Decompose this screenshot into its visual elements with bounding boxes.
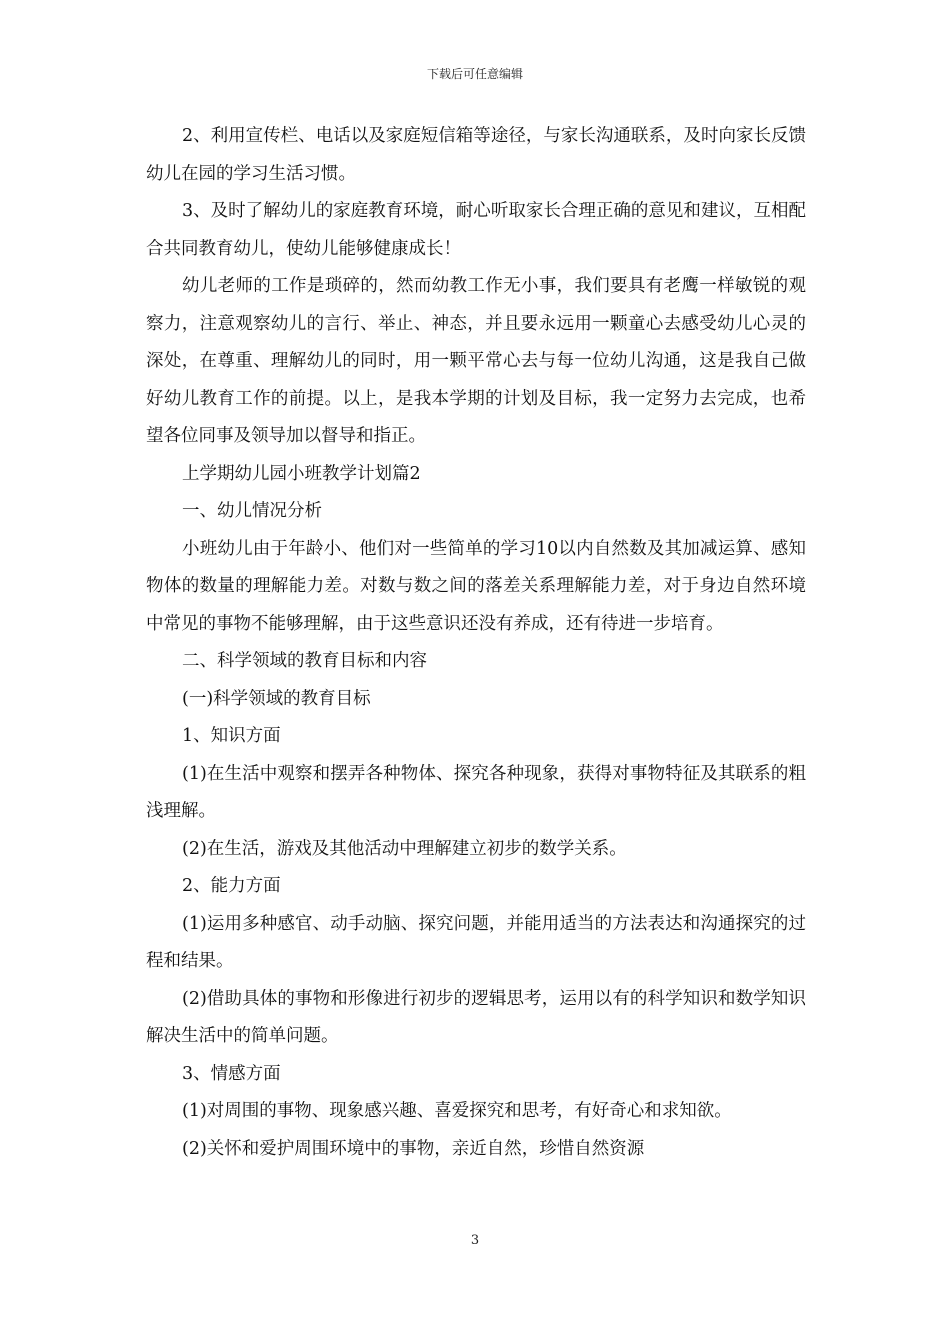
- body-text: [146, 118, 806, 1168]
- page-number: 3: [470, 1233, 480, 1248]
- header-note: 下载后可任意编辑: [426, 67, 523, 81]
- list-item: (2)关怀和爱护周围环境中的事物，亲近自然，珍惜自然资源: [182, 1138, 645, 1159]
- list-item: (2)在生活，游戏及其他活动中理解建立初步的数学关系。: [182, 838, 627, 859]
- subsection-heading: 1、知识方面: [182, 726, 281, 746]
- section-heading: 一、幼儿情况分析: [182, 501, 322, 521]
- paragraph: 幼儿老师的工作是琐碎的，然而幼教工作无小事，我们要具有老鹰一样敏锐的观察力，注意观察幼儿的言行、举止、神态，并且要永远用一颗童心去感受幼儿心灵的深处，在尊重、理解幼儿的同时，用一颗平常心去与每一位幼儿沟通，这是我自己做好幼儿教育工作的前提。以上，是我本学期的计划及目标，我一定努力去完成，也希望各位同事及领导加以督导和指正。: [146, 276, 806, 446]
- paragraph: 3、及时了解幼儿的家庭教育环境，耐心听取家长合理正确的意见和建议，互相配合共同教育幼儿，使幼儿能够健康成长！: [146, 201, 806, 259]
- paragraph: 小班幼儿由于年龄小、他们对一些简单的学习10以内自然数及其加减运算、感知物体的数量的理解能力差。对数与数之间的落差关系理解能力差，对于身边自然环境中常见的事物不能够理解，由于这些意识还没有养成，还有待进一步培育。: [146, 538, 806, 634]
- paragraph: 2、利用宣传栏、电话以及家庭短信箱等途径，与家长沟通联系，及时向家长反馈幼儿在园的学习生活习惯。: [146, 126, 806, 184]
- subsection-heading: (一)科学领域的教育目标: [182, 688, 371, 709]
- subsection-heading: 3、情感方面: [182, 1063, 281, 1084]
- list-item: (1)运用多种感官、动手动脑、探究问题，并能用适当的方法表达和沟通探究的过程和结果。: [146, 913, 806, 971]
- list-item: (1)对周围的事物、现象感兴趣、喜爱探究和思考，有好奇心和求知欲。: [182, 1101, 732, 1121]
- subsection-heading: 2、能力方面: [182, 876, 281, 896]
- list-item: (1)在生活中观察和摆弄各种物体、探究各种现象，获得对事物特征及其联系的粗浅理解。: [146, 763, 806, 821]
- list-item: (2)借助具体的事物和形像进行初步的逻辑思考，运用以有的科学知识和数学知识解决生活中的简单问题。: [146, 988, 806, 1046]
- section-heading: 二、科学领域的教育目标和内容: [182, 651, 427, 671]
- section-title: 上学期幼儿园小班教学计划篇2: [182, 463, 421, 484]
